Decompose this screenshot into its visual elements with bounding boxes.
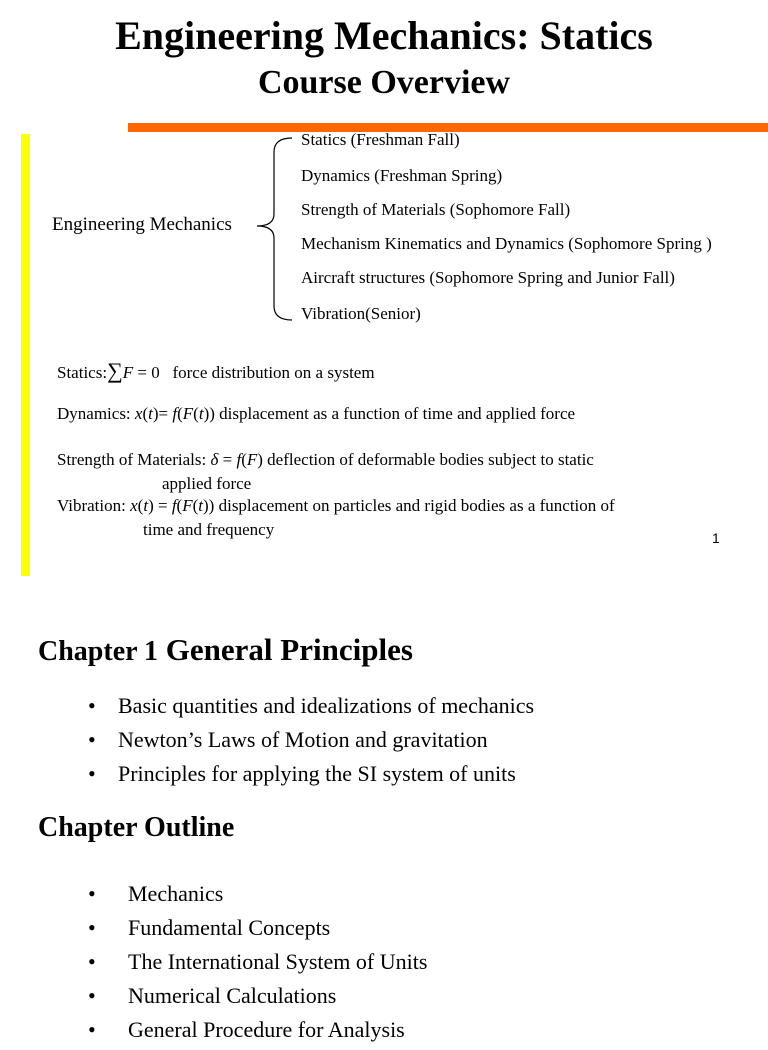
page-title: Engineering Mechanics: Statics: [115, 13, 653, 58]
branch-item: Aircraft structures (Sophomore Spring and Junior Fall): [301, 268, 675, 287]
strength-equation: Strength of Materials: δ = f(F) deflection of deformable bodies subject to static: [57, 450, 594, 469]
strength-continuation: applied force: [162, 474, 252, 493]
dynamics-equation: Dynamics: x(t)= f(F(t)) displacement as a function of time and applied force: [57, 404, 576, 423]
chapter-heading: Chapter 1 General Principles: [38, 632, 413, 667]
yellow-margin-bar: [21, 134, 30, 576]
page-subtitle: Course Overview: [257, 64, 511, 101]
statics-equation: Statics:∑F = 0 force distribution on a system: [57, 358, 375, 383]
curly-brace: [252, 134, 300, 324]
vibration-continuation: time and frequency: [143, 520, 275, 539]
branch-item: Strength of Materials (Sophomore Fall): [301, 200, 571, 219]
branch-item: Statics (Freshman Fall): [301, 130, 460, 149]
branch-item: Dynamics (Freshman Spring): [301, 166, 503, 185]
vibration-equation: Vibration: x(t) = f(F(t)) displacement on particles and rigid bodies as a function of: [57, 496, 615, 515]
page-number: 1: [712, 530, 720, 546]
outline-heading: Chapter Outline: [38, 812, 235, 843]
branch-item: Vibration(Senior): [301, 304, 421, 323]
branch-item: Mechanism Kinematics and Dynamics (Sophomore Spring ): [301, 234, 712, 253]
mechanics-root-label: Engineering Mechanics: [52, 214, 232, 235]
